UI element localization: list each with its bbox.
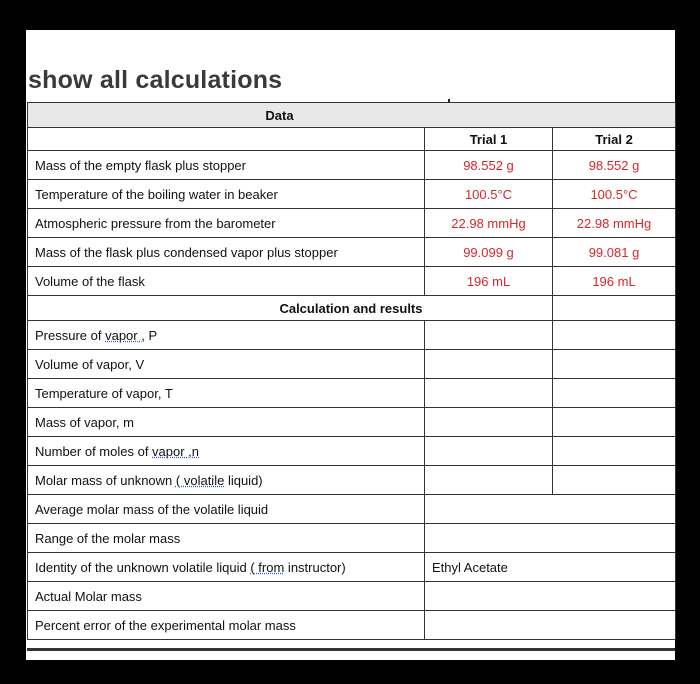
summary-value[interactable] bbox=[425, 611, 676, 640]
summary-row bbox=[28, 524, 676, 553]
trial-2-header: Trial 2 bbox=[553, 128, 676, 151]
summary-value[interactable] bbox=[425, 495, 676, 524]
page-title: show all calculations bbox=[28, 66, 283, 94]
trial-2-input[interactable] bbox=[553, 379, 676, 408]
trial-1-input[interactable] bbox=[425, 379, 553, 408]
summary-value[interactable] bbox=[425, 582, 676, 611]
trial-2-value[interactable]: 99.081 g bbox=[553, 238, 676, 267]
calc-row bbox=[28, 321, 676, 350]
calc-row-label: Molar mass of unknown ( volatile liquid) bbox=[28, 466, 425, 495]
trial-2-input[interactable] bbox=[553, 350, 676, 379]
summary-value[interactable] bbox=[425, 524, 676, 553]
data-row-label: Mass of the empty flask plus stopper bbox=[28, 151, 425, 180]
data-row-label: Atmospheric pressure from the barometer bbox=[28, 209, 425, 238]
calc-section-header: Calculation and results bbox=[28, 296, 425, 321]
summary-row bbox=[28, 582, 676, 611]
calc-header-blank bbox=[425, 296, 553, 321]
data-row-label: Volume of the flask bbox=[28, 267, 425, 296]
calc-row bbox=[28, 379, 676, 408]
trial-1-value[interactable]: 99.099 g bbox=[425, 238, 553, 267]
trial-2-input[interactable] bbox=[553, 466, 676, 495]
calc-row-label: Volume of vapor, V bbox=[28, 350, 425, 379]
identity-value[interactable]: Ethyl Acetate bbox=[425, 553, 676, 582]
calc-row bbox=[28, 466, 676, 495]
table-bottom-border bbox=[27, 648, 675, 651]
calc-header-blank bbox=[553, 296, 676, 321]
calc-row-label: Temperature of vapor, T bbox=[28, 379, 425, 408]
trial-1-input[interactable] bbox=[425, 321, 553, 350]
trial-1-input[interactable] bbox=[425, 408, 553, 437]
trial-2-value[interactable]: 196 mL bbox=[553, 267, 676, 296]
summary-row-label: Identity of the unknown volatile liquid ( from instructor) bbox=[28, 553, 425, 582]
trial-1-input[interactable] bbox=[425, 466, 553, 495]
trial-1-input[interactable] bbox=[425, 350, 553, 379]
data-row bbox=[28, 151, 676, 180]
trial-2-input[interactable] bbox=[553, 408, 676, 437]
calc-row bbox=[28, 350, 676, 379]
summary-row bbox=[28, 611, 676, 640]
trial-header-blank bbox=[28, 128, 425, 151]
calc-row-label: Mass of vapor, m bbox=[28, 408, 425, 437]
data-table bbox=[27, 102, 676, 640]
data-row-label: Temperature of the boiling water in beaker bbox=[28, 180, 425, 209]
summary-row-label: Range of the molar mass bbox=[28, 524, 425, 553]
data-row-label: Mass of the flask plus condensed vapor plus stopper bbox=[28, 238, 425, 267]
trial-1-value[interactable]: 196 mL bbox=[425, 267, 553, 296]
calc-row bbox=[28, 408, 676, 437]
worksheet bbox=[26, 30, 675, 660]
trial-1-value[interactable]: 100.5°C bbox=[425, 180, 553, 209]
data-row bbox=[28, 180, 676, 209]
summary-row-label: Average molar mass of the volatile liquid bbox=[28, 495, 425, 524]
data-row bbox=[28, 209, 676, 238]
trial-2-input[interactable] bbox=[553, 437, 676, 466]
trial-1-input[interactable] bbox=[425, 437, 553, 466]
calc-row-label: Pressure of vapor , P bbox=[28, 321, 425, 350]
data-section-header bbox=[28, 103, 676, 128]
trial-2-input[interactable] bbox=[553, 321, 676, 350]
summary-row bbox=[28, 495, 676, 524]
trial-2-value[interactable]: 98.552 g bbox=[553, 151, 676, 180]
data-header-label: Data bbox=[265, 107, 294, 123]
data-row bbox=[28, 267, 676, 296]
trial-1-value[interactable]: 22.98 mmHg bbox=[425, 209, 553, 238]
summary-row bbox=[28, 553, 676, 582]
trial-1-value[interactable]: 98.552 g bbox=[425, 151, 553, 180]
trial-2-value[interactable]: 100.5°C bbox=[553, 180, 676, 209]
trial-1-header: Trial 1 bbox=[425, 128, 553, 151]
calc-row-label: Number of moles of vapor ,n bbox=[28, 437, 425, 466]
calc-row bbox=[28, 437, 676, 466]
trial-2-value[interactable]: 22.98 mmHg bbox=[553, 209, 676, 238]
summary-row-label: Actual Molar mass bbox=[28, 582, 425, 611]
summary-row-label: Percent error of the experimental molar mass bbox=[28, 611, 425, 640]
data-row bbox=[28, 238, 676, 267]
